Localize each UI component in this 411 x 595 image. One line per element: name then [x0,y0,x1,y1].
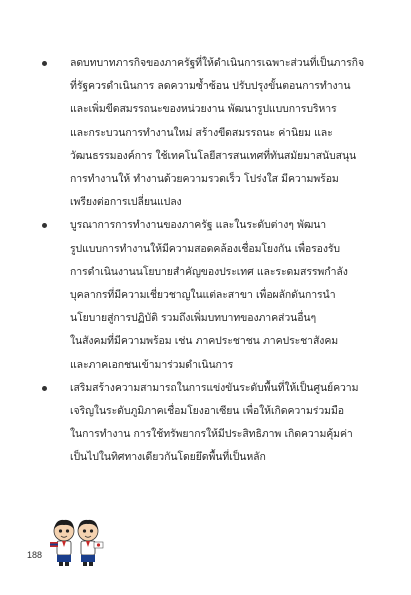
bullet-2-line-2: รูปแบบการทำงานให้มีความสอดคล้องเชื่อมโยงกัน เพื่อรองรับ [70,242,340,255]
bullet-1-line-3: และเพิ่มขีดสมรรถนะของหน่วยงาน พัฒนารูปแบบการบริหาร [70,103,337,116]
bullet-list [40,52,365,470]
bullet-dot-icon [42,61,47,66]
bullet-2-line-4: บุคลากรที่มีความเชี่ยวชาญในแต่ละสาขา เพื่อผลักดันการนำ [70,289,336,302]
bullet-dot-icon [42,223,47,228]
bullet-2-line-5: นโยบายสู่การปฏิบัติ รวมถึงเพิ่มบทบาทของภาคส่วนอื่นๆ [70,312,317,325]
bullet-1-line-4: และกระบวนการทำงานใหม่ สร้างขีดสมรรถนะ ค่านิยม และ [70,126,333,139]
bullet-2-line-3: การดำเนินงานนโยบายสำคัญของประเทศ และระดมสรรพกำลัง [70,265,348,278]
bullet-2-line-1: บูรณาการการทำงานของภาครัฐ และในระดับต่างๆ พัฒนา [70,219,327,232]
bullet-item-3 [40,377,365,470]
bullet-dot-icon [42,386,47,391]
bullet-3-line-2: เจริญในระดับภูมิภาคเชื่อมโยงอาเซียน เพื่อให้เกิดความร่วมมือ [70,405,344,418]
bullet-3-line-3: ในการทำงาน การใช้ทรัพยากรให้มีประสิทธิภาพ เกิดความคุ้มค่า [70,428,353,441]
bullet-1-line-7: เพรียงต่อการเปลี่ยนแปลง [70,196,182,209]
bullet-2-line-7: และภาคเอกชนเข้ามาร่วมดำเนินการ [70,358,234,371]
bullet-1-line-1: ลดบทบาทภารกิจของภาครัฐที่ให้ดำเนินการเฉพาะส่วนที่เป็นภารกิจ [70,57,364,69]
page-footer [27,518,106,568]
bullet-item-1 [40,52,365,214]
bullet-1-line-5: วัฒนธรรมองค์การ ใช้เทคโนโลยีสารสนเทศที่ทันสมัยมาสนับสนุน [70,149,357,162]
two-students-mascot-icon [48,518,106,568]
page-number: 188 [27,550,43,560]
bullet-3-line-4: เป็นไปในทิศทางเดียวกันโดยยึดพื้นที่เป็นหลัก [70,451,266,464]
bullet-3-line-1: เสริมสร้างความสามารถในการแข่งขันระดับพื้นที่ให้เป็นศูนย์ความ [70,381,359,394]
bullet-1-line-2: ที่รัฐควรดำเนินการ ลดความซ้ำซ้อน ปรับปรุงขั้นตอนการทำงาน [70,80,351,93]
bullet-1-line-6: การทำงานให้ ทำงานด้วยความรวดเร็ว โปร่งใส มีความพร้อม [70,173,339,186]
bullet-2-line-6: ในสังคมที่มีความพร้อม เช่น ภาคประชาชน ภาคประชาสังคม [70,335,339,348]
bullet-item-2 [40,214,365,376]
